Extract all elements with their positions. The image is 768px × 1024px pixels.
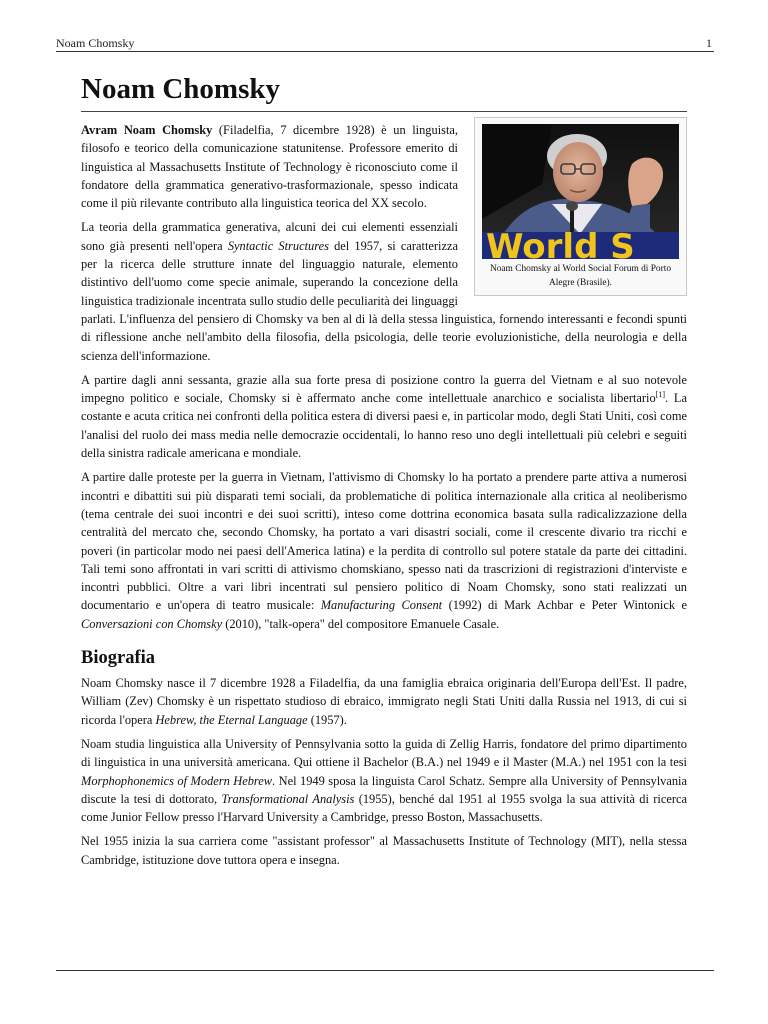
header-rule xyxy=(56,51,714,52)
figure-caption: Noam Chomsky al World Social Forum di Porto Alegre (Brasile). xyxy=(489,264,672,288)
chomsky-photo xyxy=(482,124,679,259)
work-title: Transformational Analysis xyxy=(221,791,355,806)
intro-paragraph-1: Avram Noam Chomsky (Filadelfia, 7 dicembre 1928) è un linguista, filosofo e teorico della comunicazione statunitense. Professore emerito di linguistica al Massachusetts Institute of Technology è riconosciuto come il fondatore della grammatica generativo-trasformazionale, spesso indicata come il più rilevante contributo alla linguistica teorica del XX secolo. xyxy=(81,123,458,211)
reference-link[interactable]: [1] xyxy=(655,390,665,400)
photo-illustration xyxy=(482,124,679,259)
page-number: 1 xyxy=(706,36,712,50)
work-title: Syntactic Structures xyxy=(227,238,329,253)
work-title: Conversazioni con Chomsky xyxy=(81,616,223,631)
work-title: Manufacturing Consent xyxy=(320,598,443,613)
bio-paragraph-3: Nel 1955 inizia la sua carriera come "assistant professor" al Massachusetts Institute of Technology (MIT), nella stessa Cambridge, istituzione dove tuttora opera e insegna. xyxy=(81,834,687,867)
intro-paragraph-2: La teoria della grammatica generativa, alcuni dei cui elementi essenziali sono già presenti nell'opera Syntactic Structures del 1957, si caratterizza per la ricerca delle strutture innate del linguaggio naturale, elemento distintivo dell'uomo come specie animale, superando la concezione della linguistica tradizionale incentrata sullo studio delle peculiarità dei linguaggi parlati. L'influenza del pensiero di Chomsky va ben al di là della stessa linguistica, fornendo interessanti e fecondi spunti di riflessione anche nell'ambito della filosofia, della psicologia, delle teorie evoluzionistiche, della neurologia e della scienza dell'informazione. xyxy=(81,220,687,363)
bio-paragraph-2: Noam studia linguistica alla University of Pennsylvania sotto la guida di Zellig Harris, fondatore del primo dipartimento di linguistica in una università americana. Qui ottiene il Bachelor (B.A.) nel 1949 e il Master (M.A.) nel 1951 con la tesi Morphophonemics of Modern Hebrew. Nel 1949 sposa la linguista Carol Schatz. Sempre alla University of Pennsylvania discute la tesi di dottorato, Transformational Analysis (1955), benché dal 1951 al 1955 svolga la sua attività di ricerca come Junior Fellow presso l'Harvard University a Cambridge, presso Boston, Massachusetts. xyxy=(81,736,687,825)
footer-rule xyxy=(56,970,714,971)
intro-paragraph-4: A partire dalle proteste per la guerra in Vietnam, l'attivismo di Chomsky lo ha portato a prendere parte attiva a numerosi incontri e dibattiti sui più disparati temi sociali, da problematiche di politica internazionale alla critica al neoliberismo (tema centrale dei suoi incontri e dei suoi scritti), inteso come dottrina economica basata sulla radicalizzazione della centralità del mercato che, secondo Chomsky, ha portato a vari disastri sociali, come il crescente divario tra ricchi e poveri (in particolar modo nei paesi dell'America latina) e la perdita di controllo sul potere statale da parte dei cittadini. Tali temi sono affrontati in vari scritti di attivismo chomskiano, spesso nati da trascrizioni di registrazioni d'interviste e incontri pubblici. Oltre a vari libri incentrati sul pensiero politico di Noam Chomsky, sono stati realizzati un documentario e un'opera di teatro musicale: Manufacturing Consent (1992) di Mark Achbar e Peter Wintonick e Conversazioni con Chomsky (2010), "talk-opera" del compositore Emanuele Casale. xyxy=(81,470,687,631)
work-title: Morphophonemics of Modern Hebrew xyxy=(81,773,273,788)
bio-paragraph-1: Noam Chomsky nasce il 7 dicembre 1928 a Filadelfia, da una famiglia ebraica originaria dell'Europa dell'Est. Il padre, William (Zev) Chomsky è un rispettato studioso di ebraico, immigrato negli Stati Uniti dalla Russia nel 1913, di cui si ricorda l'opera Hebrew, the Eternal Language (1957). xyxy=(81,676,687,727)
work-title: Hebrew, the Eternal Language xyxy=(155,712,308,727)
page-title: Noam Chomsky xyxy=(81,70,687,112)
article-body xyxy=(81,70,687,875)
intro-paragraph-3: A partire dagli anni sessanta, grazie alla sua forte presa di posizione contro la guerra del Vietnam e al suo notevole impegno politico e sociale, Chomsky si è affermato anche come intellettuale anarchico e socialista libertario[1]. La costante e acuta critica nei confronti della politica estera di diversi paesi e, in particolar modo, degli Stati Uniti, così come l'analisi del ruolo dei mass media nelle democrazie occidentali, lo hanno reso uno degli intellettuali più celebri e seguiti della sinistra radicale americana e mondiale. xyxy=(81,372,687,461)
figure-thumbnail xyxy=(474,117,687,296)
running-header xyxy=(56,35,712,51)
subject-name: Avram Noam Chomsky xyxy=(81,123,213,137)
running-title: Noam Chomsky xyxy=(56,36,135,50)
banner-text: World S xyxy=(486,227,635,259)
section-heading-biografia: Biografia xyxy=(81,648,155,669)
